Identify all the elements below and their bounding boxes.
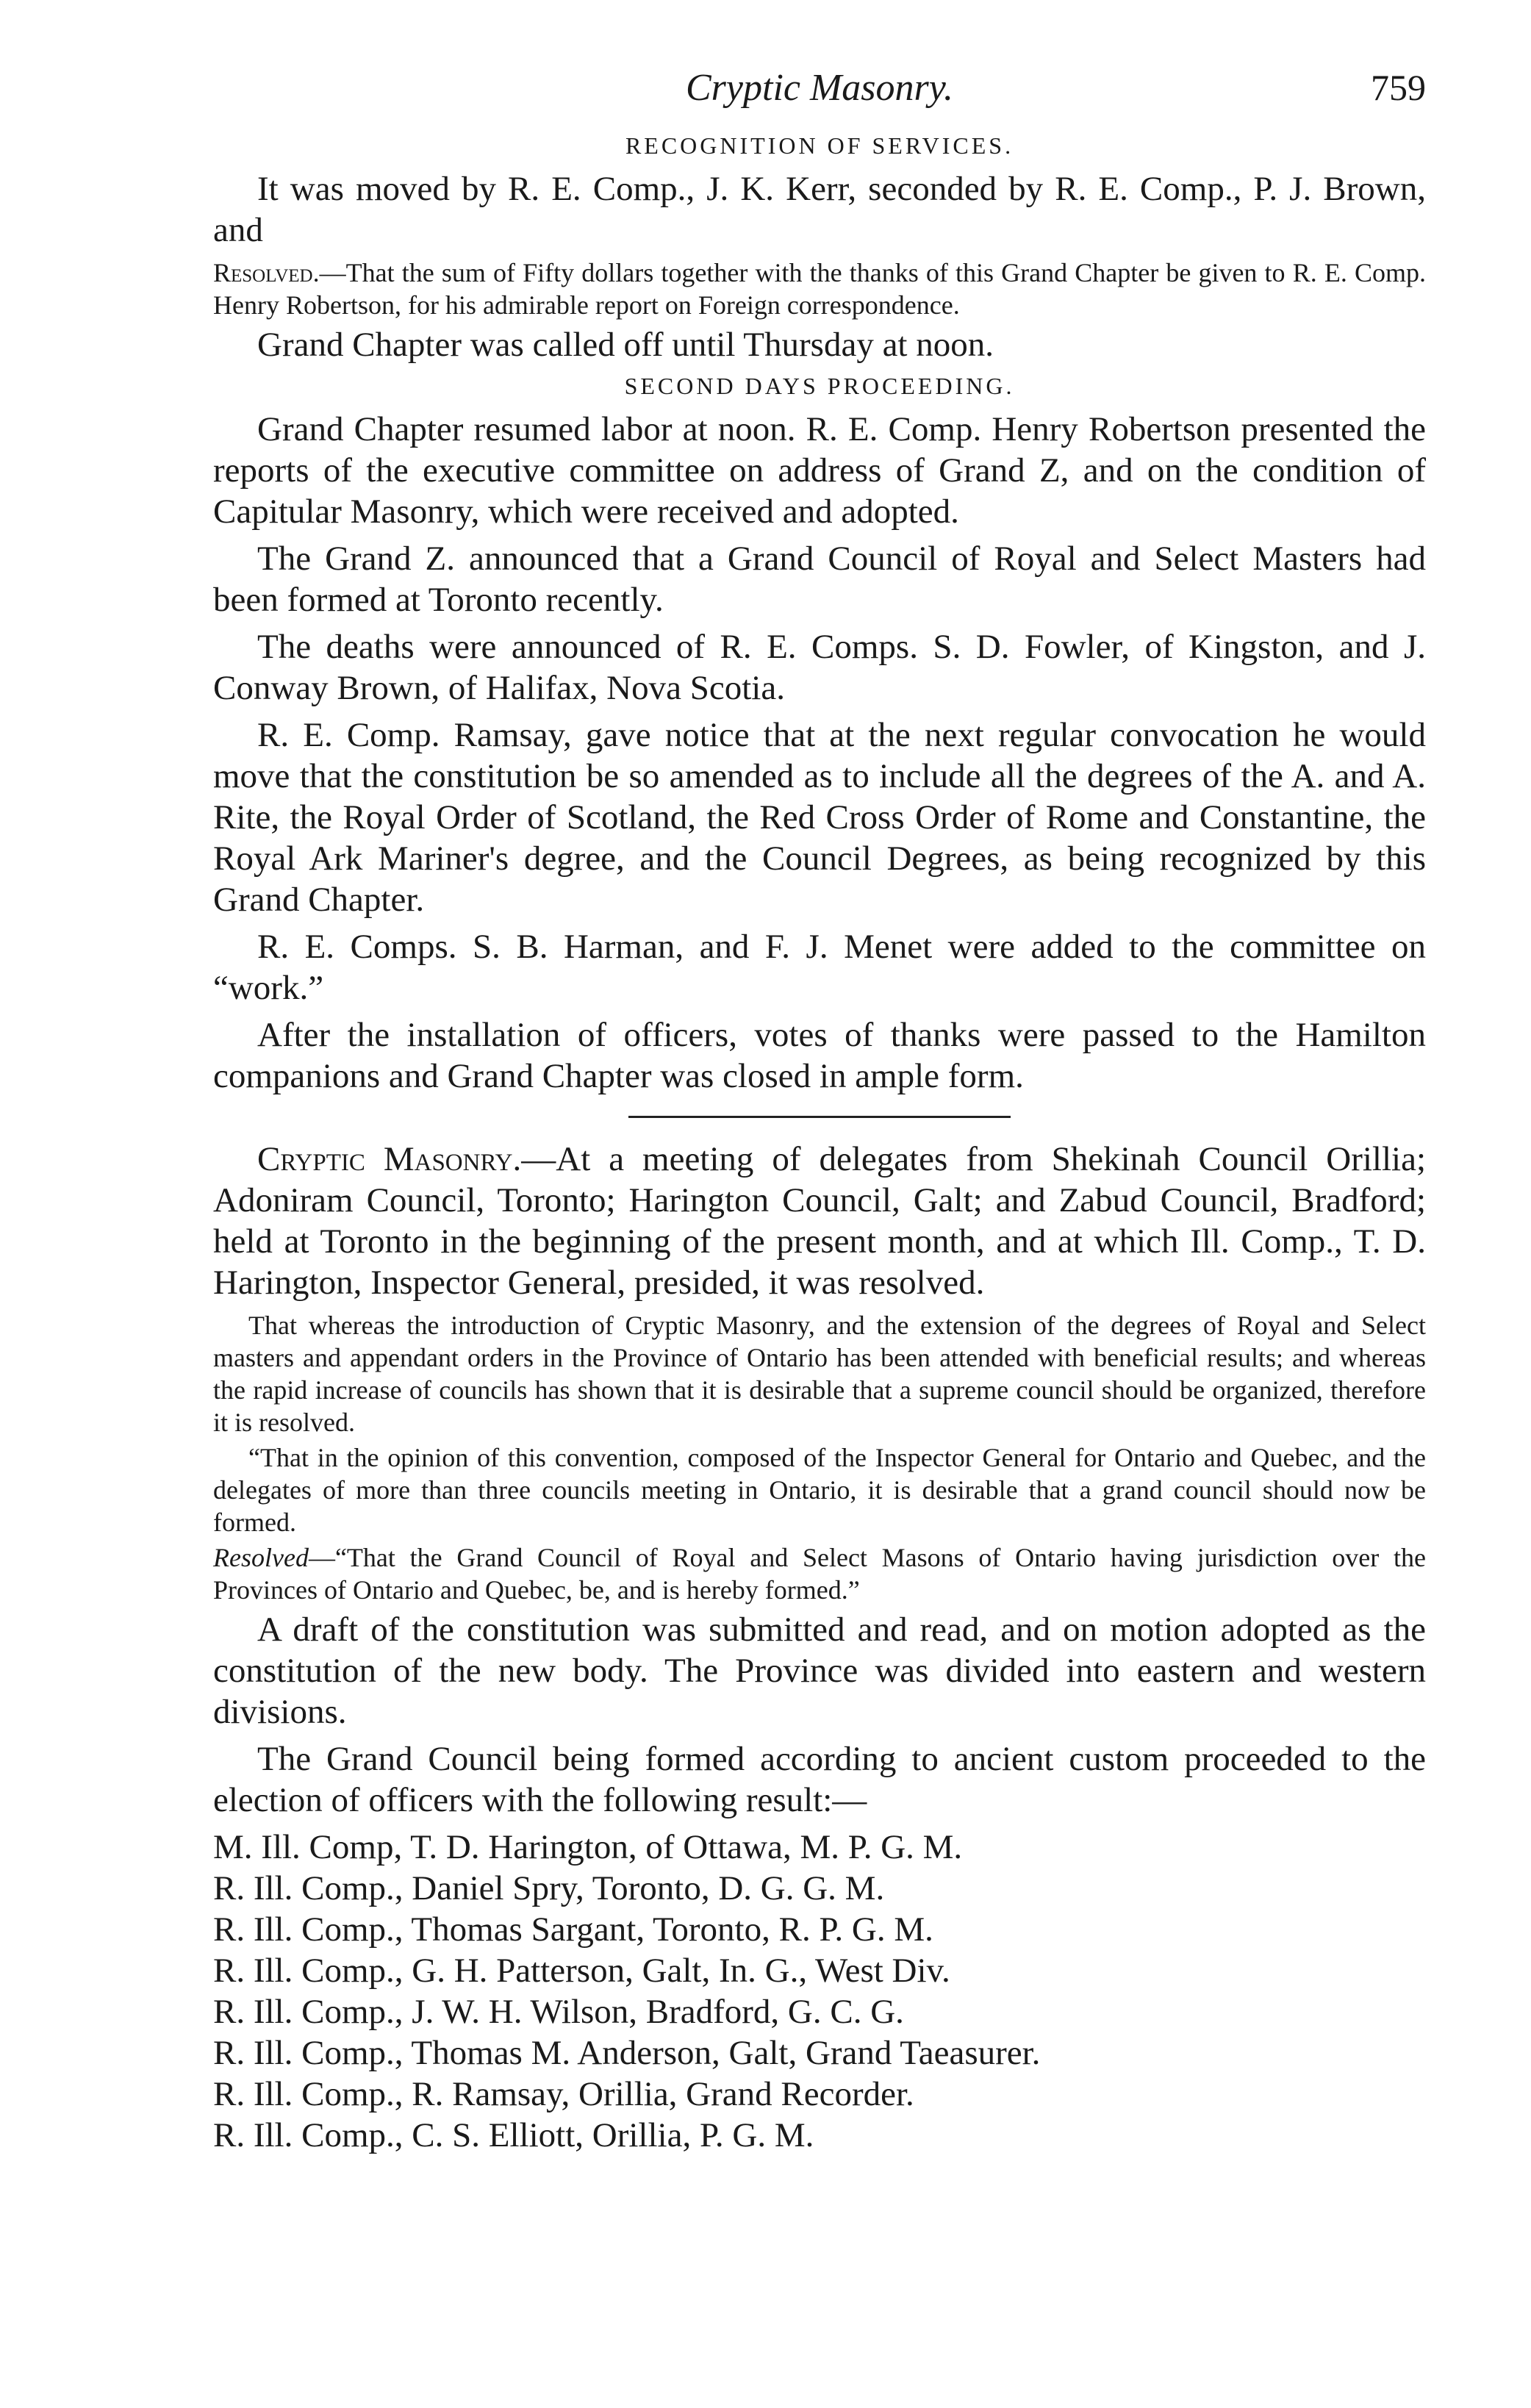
recognition-heading: RECOGNITION OF SERVICES. bbox=[625, 132, 1014, 159]
resolution-paragraph bbox=[213, 257, 1426, 321]
resolved-label: Resolved. bbox=[213, 258, 320, 287]
second-day-paragraph-3: The deaths were announced of R. E. Comps. S. D. Fowler, of Kingston, and J. Conway Brown, of Halifax, Nova Scotia. bbox=[213, 628, 1426, 707]
section-divider bbox=[628, 1116, 1011, 1118]
motion-paragraph: It was moved by R. E. Comp., J. K. Kerr, seconded by R. E. Comp., P. J. Brown, and bbox=[213, 170, 1426, 249]
whereas-paragraph: That whereas the introduction of Cryptic Masonry, and the extension of the degrees of Royal and Select masters and appendant orders in the Province of Ontario has been attended with beneficial results; and whereas the rapid increase of councils has shown that it is desirable that a supreme council should be organized, therefore it is resolved. bbox=[213, 1311, 1426, 1437]
officer-line: R. Ill. Comp., Thomas Sargant, Toronto, R. P. G. M. bbox=[213, 1910, 933, 1949]
running-title: Cryptic Masonry. bbox=[686, 67, 953, 109]
second-day-paragraph-5: R. E. Comps. S. B. Harman, and F. J. Menet were added to the committee on “work.” bbox=[213, 928, 1426, 1007]
officer-line: R. Ill. Comp., R. Ramsay, Orillia, Grand Recorder. bbox=[213, 2075, 914, 2113]
second-day-paragraph-6: After the installation of officers, votes of thanks were passed to the Hamilton companions and Grand Chapter was closed in ample form. bbox=[213, 1016, 1426, 1095]
cryptic-lead: Cryptic Masonry. bbox=[257, 1140, 522, 1178]
officer-line: M. Ill. Comp, T. D. Harington, of Ottawa, M. P. G. M. bbox=[213, 1828, 963, 1866]
running-header bbox=[213, 66, 1426, 125]
resolved-formation-text: —“That the Grand Council of Royal and Select Masons of Ontario having jurisdiction over the Provinces of Ontario and Quebec, be, and is hereby formed.” bbox=[213, 1543, 1426, 1605]
officer-line: R. Ill. Comp., G. H. Patterson, Galt, In. G., West Div. bbox=[213, 1952, 950, 1990]
cryptic-intro-paragraph bbox=[213, 1139, 1426, 1303]
second-day-paragraph-1: Grand Chapter resumed labor at noon. R. E. Comp. Henry Robertson presented the reports of the executive committee on address of Grand Z, and on the condition of Capitular Masonry, which were received and adopted. bbox=[213, 410, 1426, 531]
officer-line: R. Ill. Comp., J. W. H. Wilson, Bradford, G. C. G. bbox=[213, 1993, 904, 2031]
officer-line: R. Ill. Comp., Daniel Spry, Toronto, D. G. G. M. bbox=[213, 1869, 885, 1907]
opinion-paragraph: “That in the opinion of this convention, composed of the Inspector General for Ontario and Quebec, and the delegates of more than three councils meeting in Ontario, it is desirable that a grand council should now be formed. bbox=[213, 1443, 1426, 1537]
resolved-formation-label: Resolved bbox=[213, 1543, 309, 1572]
page-number: 759 bbox=[1371, 67, 1426, 108]
called-off-paragraph: Grand Chapter was called off until Thursday at noon. bbox=[257, 326, 994, 364]
officers-list bbox=[213, 1827, 1426, 2156]
second-day-paragraph-4: R. E. Comp. Ramsay, gave notice that at the next regular convocation he would move that the constitution be so amended as to include all the degrees of the A. and A. Rite, the Royal Order of Scotland, the Red Cross Order of Rome and Constantine, the Royal Ark Mariner's degree, and the Council Degrees, as being recognized by this Grand Chapter. bbox=[213, 716, 1426, 919]
second-day-heading: SECOND DAYS PROCEEDING. bbox=[624, 373, 1015, 399]
resolved-text: —That the sum of Fifty dollars together with the thanks of this Grand Chapter be given to R. E. Comp. Henry Robertson, for his admirable report on Foreign correspondence. bbox=[213, 258, 1426, 320]
officer-line: R. Ill. Comp., Thomas M. Anderson, Galt, Grand Taeasurer. bbox=[213, 2034, 1041, 2072]
second-day-paragraph-2: The Grand Z. announced that a Grand Council of Royal and Select Masters had been formed at Toronto recently. bbox=[213, 540, 1426, 619]
cryptic-intro-text: —At a meeting of delegates from Shekinah Council Orillia; Adoniram Council, Toronto; Harington Council, Galt; and Zabud Council, Bradford; held at Toronto in the beginning of the present month, and at which Ill. Comp., T. D. Harington, Inspector General, presided, it was resolved. bbox=[213, 1140, 1426, 1302]
officer-line: R. Ill. Comp., C. S. Elliott, Orillia, P. G. M. bbox=[213, 2116, 814, 2154]
page bbox=[213, 66, 1426, 2156]
election-paragraph: The Grand Council being formed according to ancient custom proceeded to the election of officers with the following result:— bbox=[213, 1740, 1426, 1819]
resolved-formation-paragraph bbox=[213, 1541, 1426, 1606]
draft-paragraph: A draft of the constitution was submitted and read, and on motion adopted as the constitution of the new body. The Province was divided into eastern and western divisions. bbox=[213, 1610, 1426, 1731]
